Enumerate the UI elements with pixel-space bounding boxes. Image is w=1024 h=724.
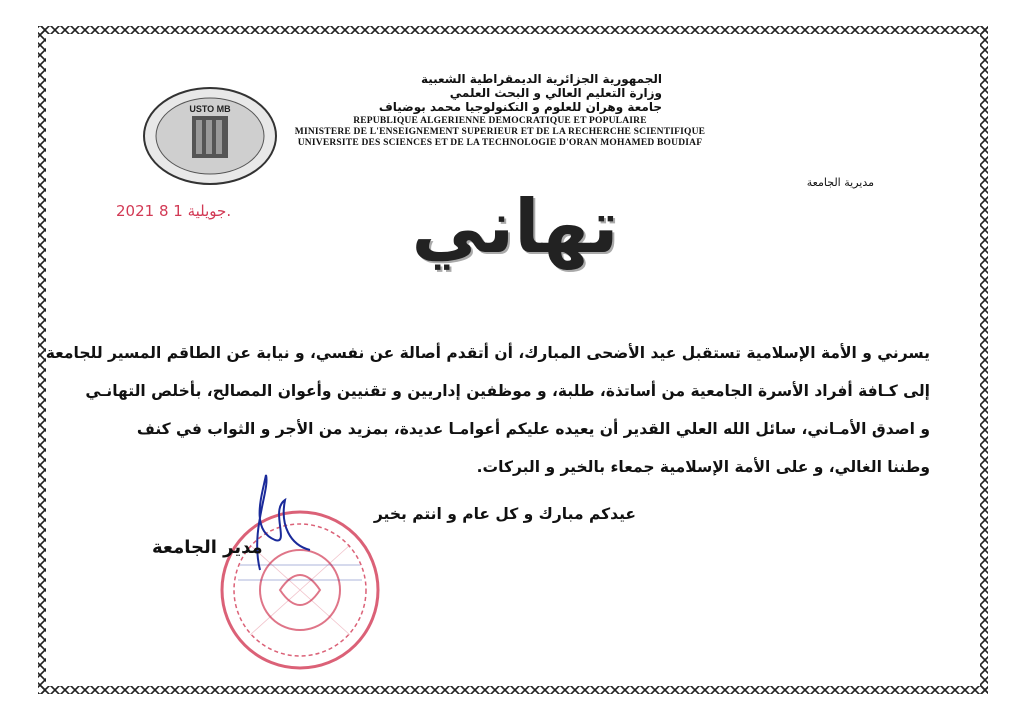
page-title: تهاني <box>411 184 619 270</box>
signature <box>230 470 320 580</box>
signer-title: مدير الجامعة <box>152 537 263 558</box>
message-line: يسرني و الأمة الإسلامية تستقبل عيد الأضحى المبارك، أن أتقدم أصالة عن نفسي، و نيابة عن الطاقم المسير للجامعة <box>45 344 930 362</box>
message-body <box>45 334 930 486</box>
message-line: وطننا الغالي، و على الأمة الإسلامية جمعاء بالخير و البركات. <box>476 458 930 476</box>
directorate-label: مديرية الجامعة <box>806 176 874 189</box>
header-fr-university: UNIVERSITE DES SCIENCES ET DE LA TECHNOLOGIE D'ORAN MOHAMED BOUDIAF <box>297 138 703 148</box>
university-logo <box>140 86 280 186</box>
message-line: إلى كـافة أفراد الأسرة الجامعية من أساتذة، طلبة، و موظفين إداريين و تقنيين وأعوان المصالح، بأخلص التهانـي <box>85 382 930 400</box>
header-fr-republic: REPUBLIQUE ALGERIENNE DEMOCRATIQUE ET POPULAIRE <box>353 116 647 126</box>
date-stamp: 2021 جويلية 1 8. <box>116 202 232 220</box>
header-ar-university: جامعة وهران للعلوم و التكنولوجيا محمد بوضياف <box>378 100 662 114</box>
message-line: و اصدق الأمـاني، سائل الله العلي القدير أن يعيده عليكم أعوامـا عديدة، بمزيد من الأجر و الثواب في كنف <box>136 420 930 438</box>
closing-greeting: عيدكم مبارك و كل عام و انتم بخير <box>373 505 636 523</box>
header-ar-republic: الجمهورية الجزائرية الديمقراطية الشعبية <box>420 72 662 86</box>
logo-text: USTO MB <box>189 104 231 114</box>
header-ar-ministry: وزارة التعليم العالي و البحث العلمي <box>449 86 662 100</box>
header-fr-ministry: MINISTERE DE L'ENSEIGNEMENT SUPERIEUR ET DE LA RECHERCHE SCIENTIFIQUE <box>294 127 706 137</box>
